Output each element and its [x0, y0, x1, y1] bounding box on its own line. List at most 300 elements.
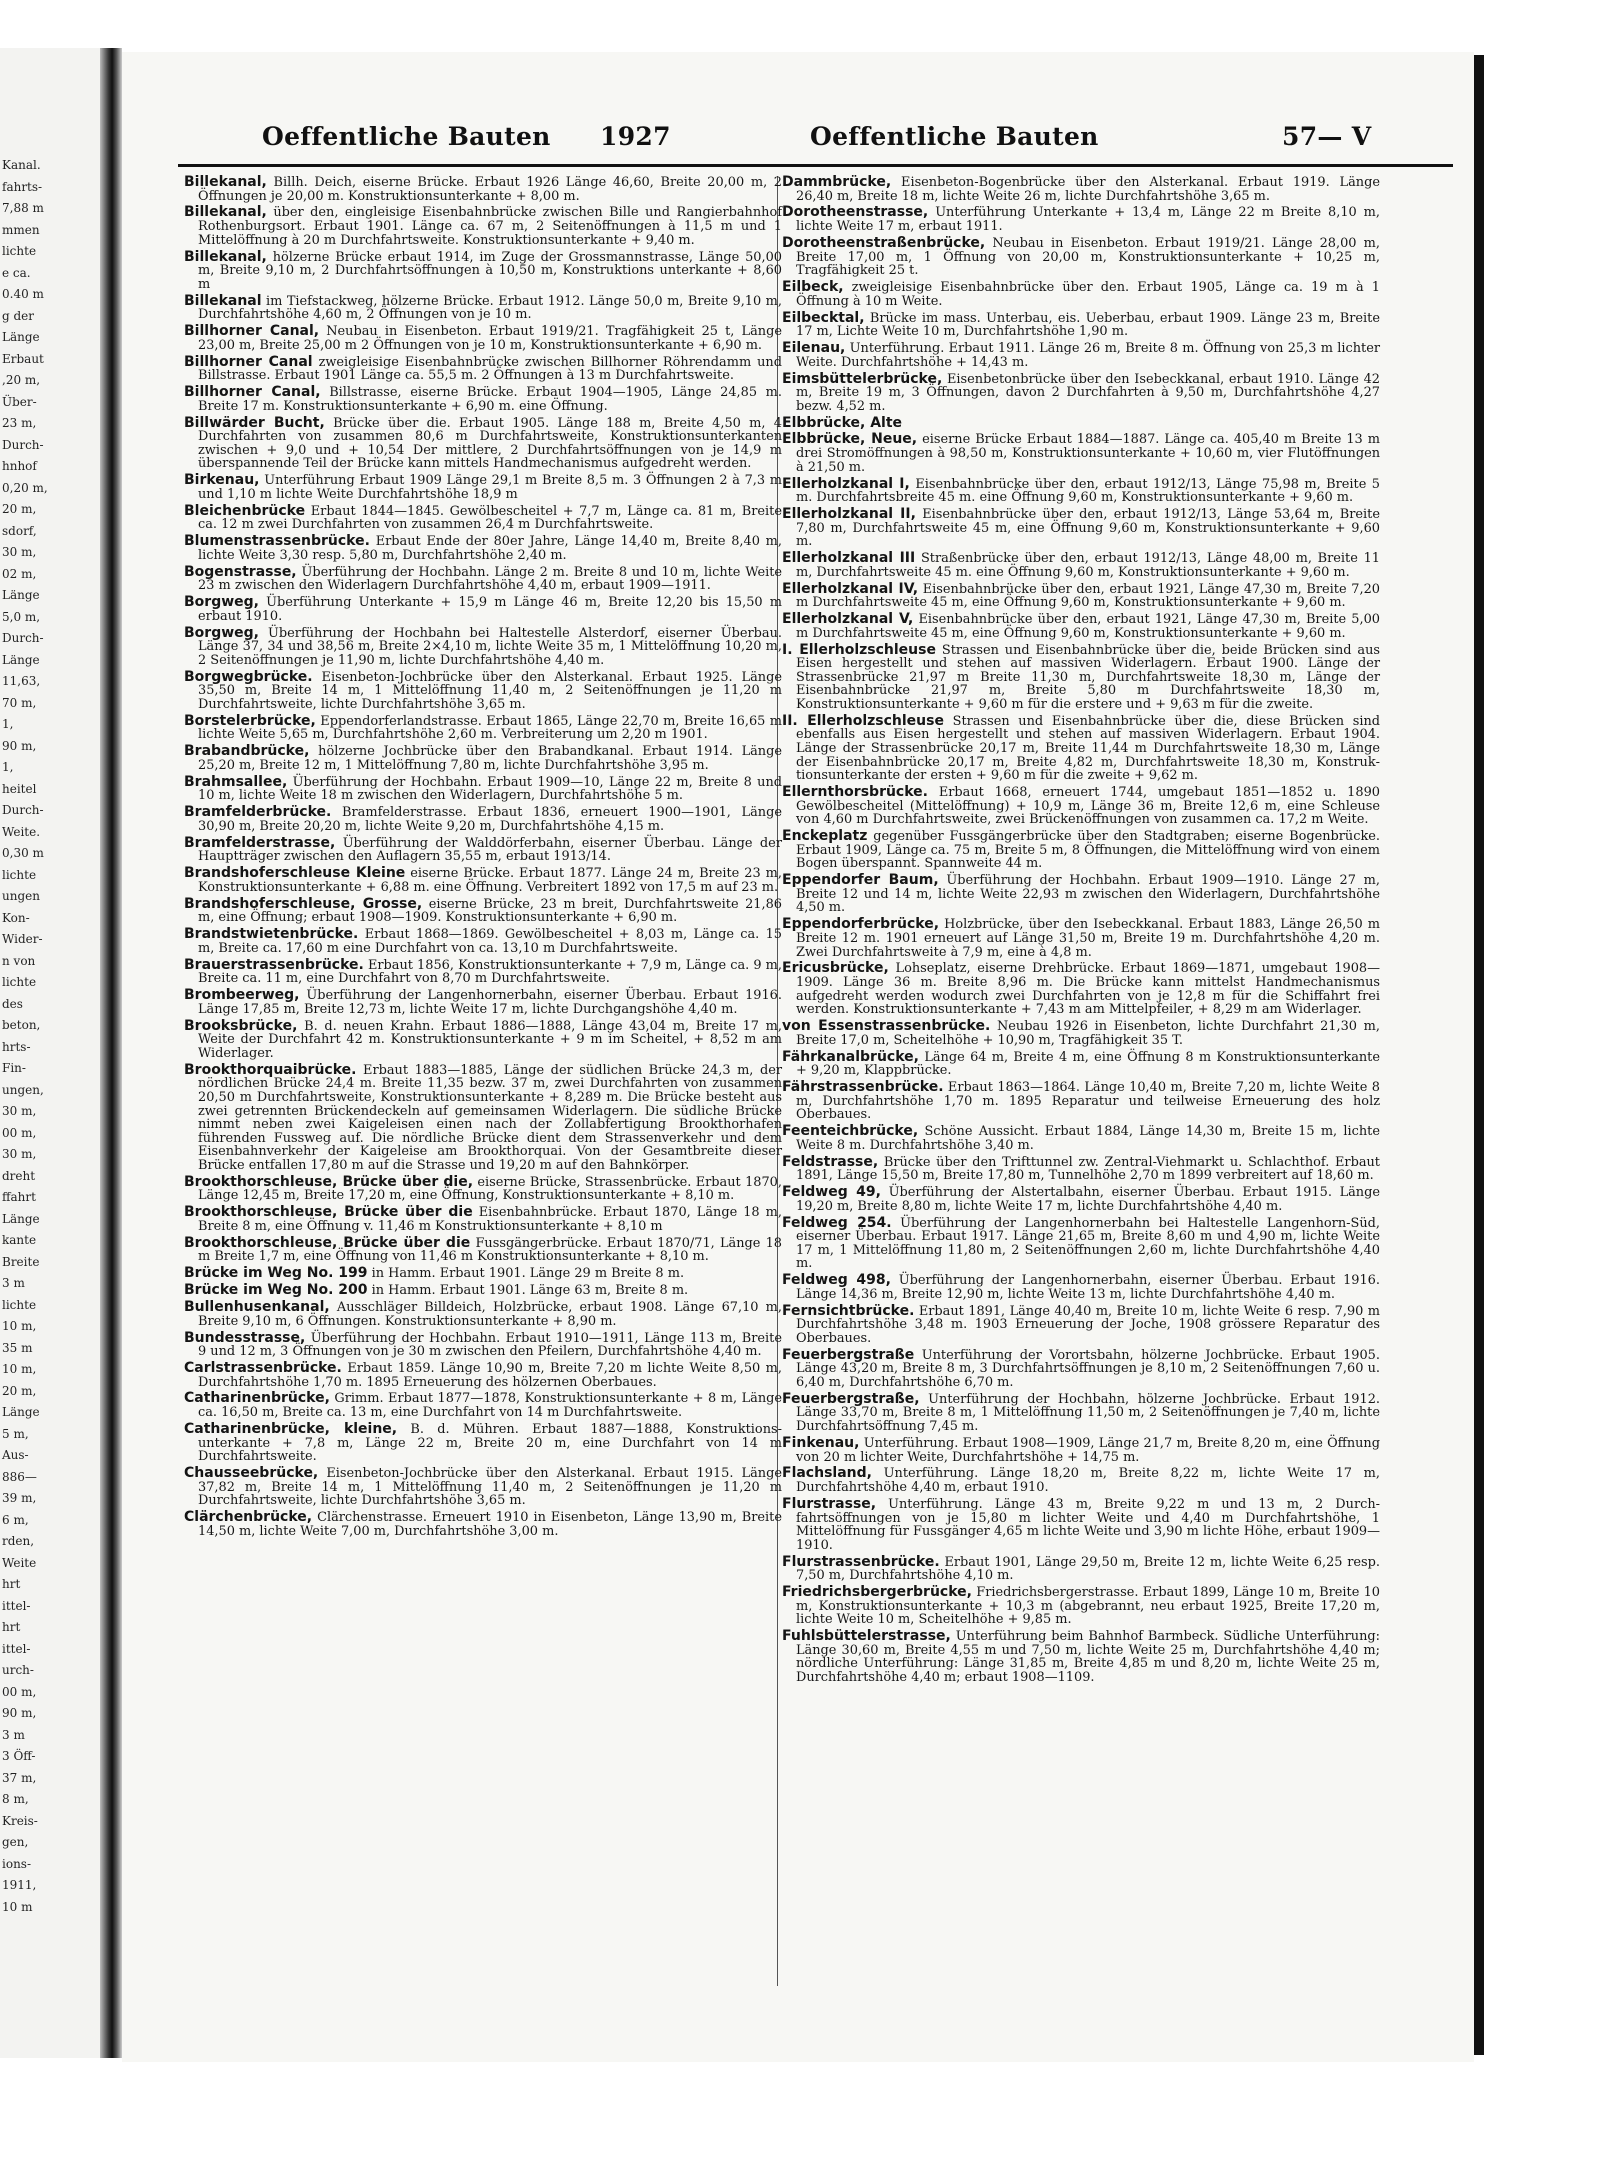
fragment-text: hrt — [2, 1620, 21, 1634]
fragment-text: 1, — [2, 760, 14, 774]
document-page — [122, 52, 1474, 2062]
entry-keyword: Billekanal — [184, 292, 262, 309]
entry-keyword: Brauerstrassenbrücke. — [184, 956, 364, 973]
entry-keyword: Birkenau, — [184, 472, 260, 489]
bridge-entry — [184, 325, 782, 352]
entry-keyword: Brooksbrücke, — [184, 1017, 298, 1034]
entry-keyword: Brookthorschleuse, Brücke über die — [184, 1234, 471, 1251]
entry-text: Billstrasse, eiserne Brücke. Erbaut 1904—1905, Länge 24,85 m. Breite 17 m. Konstruktionsunterkante + 6,90 m. eine Öffnung. — [198, 385, 782, 414]
entry-text: Erbaut 1901, Länge 29,50 m, Breite 12 m, lichte Weite 6,25 resp. 7,50 m, Durchfahrtshöhe 4,10 m. — [796, 1554, 1380, 1584]
entry-keyword: Carlstrassenbrücke. — [184, 1360, 342, 1376]
bridge-entry — [782, 1586, 1380, 1627]
entry-text: Eisenbahnbrücke. Erbaut 1870, Länge 18 m, Breite 8 m, eine Öffnung v. 11,46 m Konstruktionsunterkante + 8,10 m — [198, 1205, 782, 1234]
bridge-entry — [184, 624, 782, 668]
entry-keyword: Fährkanalbrücke, — [782, 1048, 919, 1065]
right-column — [782, 176, 1380, 1688]
fragment-text: 30 m, — [2, 545, 37, 559]
entry-keyword: Elbbrücke, Neue, — [782, 431, 918, 448]
entry-text: Überführung der Langenhornerbahn, eiserner Überbau. Erbaut 1916. Länge 14,36 m, Breite 12,90 m, lichte Weite 13 m, lichte Durchfahrtshöhe 4,40 m. — [796, 1273, 1380, 1302]
entry-text: Erbaut 1859. Länge 10,90 m, Breite 7,20 m lichte Weite 8,50 m, Durchfahrtshöhe 1,70 m. 1895 Erneuerung des hölzernen Oberbaues. — [198, 1361, 782, 1390]
scan-bottom-margin — [0, 2062, 1600, 2177]
fragment-text: 39 m, — [2, 1491, 37, 1505]
entry-keyword: Feenteichbrücke, — [782, 1123, 919, 1140]
bridge-entry — [782, 234, 1380, 279]
bridge-entry — [782, 830, 1380, 871]
entry-keyword: Eppendorfer Baum, — [782, 872, 939, 889]
fragment-text: Durch- — [2, 803, 44, 817]
bridge-entry — [782, 1153, 1380, 1184]
entry-keyword: Finkenau, — [782, 1434, 860, 1451]
entry-text: Billh. Deich, eiserne Brücke. Erbaut 1926 Länge 46,60, Breite 20,00 m, 2 Öffnungen je 20,00 m. Konstruktionsunterkante + 8,00 m. — [198, 175, 782, 204]
adjacent-page-fragment — [0, 48, 112, 2058]
entry-text: Überführung der Hochbahn. Erbaut 1909—1910. Länge 27 m, Breite 12 und 14 m, lichte Weite 22,93 m zwischen den Widerlagern, Durchfahrtshöhe 4,50 m. — [796, 873, 1380, 916]
entry-text: Erbaut 1844—1845. Gewölbescheitel + 7,7 m, Länge ca. 81 m, Breite ca. 12 m zwei Durchfahrten von zusammen 26,4 m Durchfahrtsweite. — [198, 503, 782, 533]
fragment-text: Kanal. — [2, 158, 41, 172]
fragment-text: 35 m — [2, 1340, 33, 1355]
entry-text: Holzbrücke, über den Isebeckkanal. Erbaut 1883, Länge 26,50 m Breite 12 m. 1901 erneuert auf Länge 31,50 m, Breite 19 m. Durchfahrtshöhe 4,20 m. Zwei Durchfahrtsweite à 7,9 m, eine à 4,8 m. — [796, 917, 1380, 960]
bridge-entry — [782, 613, 1380, 640]
entry-text: Brücke über die. Erbaut 1905. Länge 188 m, Breite 4,50 m, 4 Durchfahrten von zusammen 80,6 m Durchfahrtsweite, Konstruktionsunterkanten zwischen + 9,0 und + 10,54 Der mittlere, 2 Durchfahrtsöffnungen von je 14,9 m überspannende Teil der Brücke kann mittels Handmechanismus aufgedreht werden. — [198, 415, 782, 472]
fragment-text: 11,63, — [2, 674, 41, 688]
entry-keyword: Feldstrasse, — [782, 1153, 879, 1170]
entry-text: Strassen und Eisenbahnbrücke über die, beide Brücken sind aus Eisen hergestellt und stehen auf massiven Widerlagern. Erbaut 1900. Länge der Strassenbrücke 21,97 m Breite 11,30 m, Durchfahrtsweite 18,30 m, Länge der Eisenbahnbrücke 21,97 m, Breite 5,80 m Durchfahrtsweite 18,30 m, Konstruktionsunterkante + 9,60 m für die erstere und + 9,63 m für die zweite. — [796, 642, 1380, 712]
entry-keyword: Brombeerweg, — [184, 987, 300, 1004]
fragment-text: lichte — [2, 244, 37, 258]
bridge-entry — [782, 1214, 1380, 1272]
entry-keyword: von Essenstrassenbrücke. — [782, 1018, 991, 1035]
entry-text: eiserne Brücke, 23 m breit, Durchfahrtsweite 21,86 m, eine Öffnung; erbaut 1908—1909. Konstruktionsunterkante + 6,90 m. — [198, 896, 782, 926]
fragment-text: Kon- — [2, 910, 30, 925]
bridge-entry — [782, 1346, 1380, 1390]
fragment-text: Länge — [2, 1405, 40, 1419]
entry-text: Eisenbahnbrücke über den, erbaut 1921, Länge 47,30 m, Breite 7,20 m Durchfahrtsweite 45 m, eine Öffnung 9,60 m, Konstruktionsunterkante + 9,60 m. — [796, 581, 1380, 611]
bridge-entry — [782, 962, 1380, 1016]
fragment-text: 7,88 m — [2, 201, 44, 215]
entry-keyword: Brookthorquaibrücke. — [184, 1061, 357, 1078]
bridge-entry — [782, 414, 1380, 431]
fragment-text: Aus- — [2, 1448, 29, 1462]
fragment-text: 30 m, — [2, 1147, 37, 1161]
entry-keyword: Enckeplatz — [782, 828, 868, 845]
bridge-entry — [184, 668, 782, 712]
bridge-entry — [184, 928, 782, 955]
fragment-text: ungen — [2, 889, 40, 903]
fragment-text: 5,0 m, — [2, 609, 41, 624]
fragment-text: 00 m, — [2, 1684, 37, 1699]
entry-text: Unterführung. Erbaut 1908—1909, Länge 21,7 m, Breite 8,20 m, eine Öffnung von 20 m lichter Weite, Durchfahrtshöhe + 14,75 m. — [796, 1435, 1380, 1465]
header-right-title: Oeffentliche Bauten — [810, 122, 1099, 151]
bridge-entry — [184, 989, 782, 1016]
fragment-text: 10 m, — [2, 1362, 37, 1376]
entry-keyword: Bramfelderbrücke. — [184, 804, 332, 821]
entry-text: Erbaut 1891, Länge 40,40 m, Breite 10 m, lichte Weite 6 resp. 7,90 m Durchfahrtshöhe 3,48 m. 1903 Erneuerung der Joche, 1908 grössere Reparatur des Oberbaues. — [796, 1303, 1380, 1346]
entry-keyword: Billekanal, — [184, 248, 267, 265]
entry-text: Überführung der Walddörferbahn, eiserner Überbau. Länge der Hauptträger zwischen den Auflagern 35,55 m, erbaut 1913/14. — [198, 835, 782, 865]
fragment-text: 5 m, — [2, 1426, 29, 1441]
entry-text: gegenüber Fussgängerbrücke über den Stadtgraben; eiserne Bogenbrücke. Erbaut 1909, Länge ca. 75 m, Breite 5 m, 8 Öffnungen, die Mittelöffnung wird von einem Bogen überspannt. Spannweite 44 m. — [796, 829, 1380, 872]
bridge-entry — [782, 309, 1380, 340]
entry-keyword: Feldweg 498, — [782, 1272, 891, 1289]
entry-keyword: Brookthorschleuse, Brücke über die — [184, 1204, 473, 1221]
fragment-text: 3 m — [2, 1727, 25, 1742]
fragment-text: Über- — [2, 394, 37, 409]
fragment-text: hrt — [2, 1577, 21, 1591]
header-rule — [178, 164, 1453, 167]
fragment-text: 0,30 m — [2, 846, 44, 860]
entry-text: Eisenbahnbrücke über den, erbaut 1912/13, Länge 75,98 m, Breite 5 m. Durchfahrtsbreite 45 m. eine Öffnung 9,60 m, Konstruktionsunterkante + 9,60 m. — [796, 476, 1381, 506]
entry-text: zweigleisige Eisenbahnbrücke über den. Erbaut 1905, Länge ca. 19 m à 1 Öffnung à 10 m Weite. — [796, 280, 1380, 309]
entry-keyword: Ellerholzkanal IV, — [782, 580, 919, 597]
fragment-text: Durch- — [2, 437, 44, 452]
entry-text: Friedrichsbergerstrasse. Erbaut 1899, Länge 10 m, Breite 10 m, Konstruktionsunterkante + 10,3 m (abgebrannt, neu erbaut 1925, Breite 17,20 m, lichte Weite 10 m, Scheitelhöhe + 9,85 m. — [796, 1585, 1380, 1628]
entry-text: Überführung der Hochbahn bei Haltestelle Alsterdorf, eiserner Überbau. Länge 37, 34 und 38,56 m, Breite 2×4,10 m, lichte Weite 35 m, 1 Mittelöffnung 10,20 m, 2 Seitenöffnungen je 11,90 m, lichte Durchfahrtshöhe 4,40 m. — [198, 625, 782, 668]
bridge-entry — [782, 1125, 1380, 1152]
bridge-entry — [184, 745, 782, 772]
header-page-number: 57— V — [1282, 122, 1372, 151]
entry-keyword: Flurstrasse, — [782, 1495, 877, 1512]
entry-keyword: Borstelerbrücke, — [184, 712, 316, 729]
bridge-entry — [184, 1511, 782, 1538]
bridge-entry — [184, 1017, 782, 1061]
entry-keyword: Brandstwietenbrücke. — [184, 926, 359, 943]
fragment-text: Weite — [2, 1555, 37, 1570]
bridge-entry — [184, 806, 782, 833]
bridge-entry — [782, 206, 1380, 233]
bridge-entry — [782, 552, 1380, 579]
entry-keyword: Brahmsallee, — [184, 773, 288, 790]
bridge-entry — [184, 1284, 782, 1298]
entry-text: in Hamm. Erbaut 1901. Länge 63 m, Breite 8 m. — [371, 1283, 689, 1299]
entry-keyword: Bundesstrasse, — [184, 1329, 306, 1346]
fragment-text: 90 m, — [2, 738, 37, 753]
fragment-text: 20 m, — [2, 502, 37, 516]
entry-keyword: Chausseebrücke, — [184, 1465, 319, 1482]
bridge-entry — [184, 834, 782, 865]
bridge-entry — [782, 712, 1380, 784]
entry-text: eiserne Brücke. Erbaut 1877. Länge 24 m, Breite 23 m, Konstruktionsunterkante + 6,88 m. eine Öffnung. Verbreitert 1892 von 17,5 m auf 23 m. — [198, 866, 782, 895]
fragment-text: 70 m, — [2, 695, 37, 710]
fragment-text: des — [2, 996, 23, 1011]
entry-keyword: Billhorner Canal — [184, 353, 313, 370]
entry-keyword: Dorotheenstrasse, — [782, 204, 929, 221]
entry-text: Überführung der Hochbahn. Erbaut 1910—1911, Länge 113 m, Breite 9 und 12 m, 3 Öffnungen von je 30 m zwischen den Pfeilern, Durchfahrtshöhe 4,40 m. — [198, 1330, 782, 1360]
fragment-text: rden, — [2, 1534, 35, 1548]
entry-keyword: Borgwegbrücke. — [184, 668, 313, 685]
bridge-entry — [782, 786, 1380, 827]
entry-keyword: Brabandbrücke, — [184, 743, 310, 760]
bridge-entry — [782, 176, 1380, 203]
fragment-text: lichte — [2, 975, 37, 989]
fragment-text: fahrts- — [2, 179, 43, 194]
entry-text: Schöne Aussicht. Erbaut 1884, Länge 14,30 m, Breite 15 m, lichte Weite 8 m. Durchfahrtshöhe 3,40 m. — [796, 1124, 1380, 1153]
entry-text: Überführung der Hochbahn. Erbaut 1909—10, Länge 22 m, Breite 8 und 10 m, lichte Weite 18 m zwischen den Widerlagern, Durchfahrtshöhe 5 m. — [198, 774, 782, 804]
fragment-text: Breite — [2, 1254, 40, 1269]
entry-keyword: Feldweg 254. — [782, 1214, 892, 1231]
entry-keyword: Ellerholzkanal V, — [782, 611, 914, 628]
entry-keyword: I. Ellerholzschleuse — [782, 641, 936, 658]
entry-text: Unterführung. Länge 43 m, Breite 9,22 m und 13 m, 2 Durchfahrtsöffnungen von je 15,80 m lichter Weite und 4,40 m Durchfahrtshöhe, 1 Mittelöffnung für Fussgänger 4,65 m lichte Weite und 3,90 m lichte Höhe, erbaut 1909—1910. — [796, 1496, 1380, 1553]
bridge-entry — [782, 370, 1380, 414]
fragment-text: 0.40 m — [2, 287, 44, 301]
entry-keyword: Feldweg 49, — [782, 1184, 881, 1201]
bridge-entry — [782, 1081, 1380, 1122]
bridge-entry — [782, 1495, 1380, 1553]
fragment-text: 30 m, — [2, 1104, 37, 1118]
fragment-text: 1911, — [2, 1878, 37, 1892]
fragment-text: Länge — [2, 652, 40, 667]
bridge-entry — [184, 176, 782, 203]
entry-keyword: Ellerholzkanal III — [782, 550, 916, 567]
entry-keyword: Billekanal, — [184, 204, 267, 221]
fragment-text: Länge — [2, 330, 40, 344]
fragment-text: n von — [2, 953, 36, 968]
bridge-entry — [782, 342, 1380, 369]
entry-text: Bramfelderstrasse. Erbaut 1836, erneuert 1900—1901, Länge 30,90 m, Breite 20,20 m, lichte Weite 9,20 m, Durchfahrtshöhe 4,15 m. — [198, 805, 782, 834]
bridge-entry — [184, 773, 782, 804]
entry-keyword: Feuerbergstraße, — [782, 1390, 920, 1407]
fragment-text: Länge — [2, 588, 40, 602]
entry-text: Länge 64 m, Breite 4 m, eine Öffnung 8 m Konstruktionsunterkante + 9,20 m, Klappbrücke. — [796, 1049, 1380, 1079]
entry-text: Unterführung. Länge 18,20 m, Breite 8,22 m, lichte Weite 17 m, Durchfahrtshöhe 4,40 m, erbaut 1910. — [796, 1466, 1380, 1496]
bridge-entry — [782, 1434, 1380, 1465]
entry-text: Neubau in Eisenbeton. Erbaut 1919/21. Tragfähigkeit 25 t, Länge 23,00 m, Breite 25,00 m 2 Öffnungen von je 10 m, Konstruktionsunterkante + 6,90 m. — [198, 324, 782, 353]
entry-text: Eppendorferlandstrasse. Erbaut 1865, Länge 22,70 m, Breite 16,65 m lichte Weite 5,65 m, Durchfahrtshöhe 2,60 m. Verbreiterung um 2,20 m 1901. — [198, 713, 782, 743]
bridge-entry — [782, 1274, 1380, 1301]
entry-keyword: Ericusbrücke, — [782, 960, 889, 977]
fragment-text: 6 m, — [2, 1512, 29, 1527]
entry-keyword: Catharinenbrücke, kleine, — [184, 1420, 398, 1437]
entry-text: Brücke im mass. Unterbau, eis. Ueberbau, erbaut 1909. Länge 23 m, Breite 17 m, Lichte Weite 10 m, Durchfahrtshöhe 1,90 m. — [796, 310, 1380, 340]
header-year: 1927 — [600, 122, 671, 151]
bridge-entry — [782, 1020, 1380, 1047]
bridge-entry — [782, 281, 1380, 308]
fragment-text: 10 m — [2, 1899, 33, 1914]
fragment-text: ittel- — [2, 1598, 31, 1613]
entry-text: Fussgängerbrücke. Erbaut 1870/71, Länge 18 m Breite 1,7 m, eine Öffnung von 11,46 m Konstruktionsunterkante + 8,10 m. — [198, 1235, 783, 1265]
fragment-text: Kreis- — [2, 1813, 38, 1828]
entry-keyword: Ellerholzkanal I, — [782, 475, 910, 492]
entry-text: Ausschläger Billdeich, Holzbrücke, erbaut 1908. Länge 67,10 m, Breite 9,10 m, 6 Öffnungen. Konstruktionsunterkante + 8,90 m. — [198, 1300, 782, 1329]
bridge-entry — [782, 580, 1380, 611]
entry-keyword: Clärchenbrücke, — [184, 1509, 313, 1526]
bridge-entry — [782, 1302, 1380, 1346]
bridge-entry — [782, 1467, 1380, 1494]
entry-keyword: Billhorner Canal, — [184, 384, 321, 401]
scan-top-margin — [0, 0, 1600, 48]
bridge-entry — [184, 206, 782, 247]
entry-keyword: Brücke im Weg No. 199 — [184, 1265, 368, 1282]
bridge-entry — [184, 712, 782, 743]
bridge-entry — [782, 475, 1381, 506]
fragment-text: gen, — [2, 1835, 29, 1849]
fragment-text: heitel — [2, 781, 37, 796]
entry-text: Erbaut Ende der 80er Jahre, Länge 14,40 m, Breite 8,40 m, lichte Weite 3,30 resp. 5,80 m, Durchfahrtshöhe 2,40 m. — [198, 534, 782, 563]
bridge-entry — [184, 535, 782, 562]
entry-text: Überführung der Langenhornerbahn bei Haltestelle Langenhorn-Süd, eiserner Überbau. Erbaut 1917. Länge 21,65 m, Breite 8,60 m und 4,90 m, lichte Weite 17 m, 1 Mittelöffnung 11,80 m, 2 Seitenöffnungen 2,60 m, lichte Durchfahrtshöhe 4,40 m. — [796, 1215, 1380, 1272]
entry-keyword: Brandshoferschleuse, Grosse, — [184, 895, 423, 912]
bridge-entry — [184, 1061, 782, 1173]
entry-text: Unterführung beim Bahnhof Barmbeck. Südliche Unterführung: Länge 30,60 m, Breite 4,55 m und 7,50 m, lichte Weite 25 m, Durchfahrtshöhe 4,40 m; nördliche Unterführung: Länge 31,85 m, Breite 4,85 m und 8,20 m, lichte Weite 25 m, Durchfahrtshöhe 4,40 m; erbaut 1908—1109. — [796, 1629, 1380, 1685]
entry-keyword: Ellerholzkanal II, — [782, 506, 916, 523]
bridge-entry — [184, 1329, 782, 1360]
entry-keyword: Blumenstrassenbrücke. — [184, 533, 370, 550]
fragment-text: Weite. — [2, 824, 41, 839]
entry-keyword: Eilbecktal, — [782, 309, 865, 326]
bridge-entry — [184, 1301, 782, 1328]
fragment-text: 37 m, — [2, 1770, 37, 1785]
entry-text: Neubau 1926 in Eisenbeton, lichte Durchfahrt 21,30 m, Breite 17,0 m, Scheitelhöhe + 10,90 m, Tragfähigkeit 35 T. — [796, 1019, 1380, 1048]
entry-keyword: Fernsichtbrücke. — [782, 1302, 915, 1319]
bridge-entry — [184, 895, 782, 926]
entry-keyword: Billhorner Canal, — [184, 323, 320, 340]
entry-text: eiserne Brücke Erbaut 1884—1887. Länge ca. 405,40 m Breite 13 m drei Stromöffnungen à 98,50 m, Konstruktionsunterkante + 10,60 m, vier Flutöffnungen à 21,50 m. — [796, 432, 1380, 475]
entry-text: Neubau in Eisenbeton. Erbaut 1919/21. Länge 28,00 m, Breite 17,00 m, 1 Öffnung von 20,00 m, Konstruktionsunterkante + 10,25 m, Tragfähigkeit 25 t. — [796, 235, 1380, 279]
fragment-text: 20 m, — [2, 1383, 37, 1398]
bridge-entry — [782, 641, 1380, 712]
entry-text: Überführung der Langenhornerbahn, eiserner Überbau. Erbaut 1916. Länge 17,85 m, Breite 12,73 m, lichte Weite 17 m, lichte Durchgangshöhe 4,40 m. — [198, 988, 782, 1017]
fragment-text: Durch- — [2, 631, 44, 645]
bridge-entry — [782, 508, 1380, 549]
bridge-entry — [782, 874, 1380, 915]
fragment-text: 10 m, — [2, 1319, 37, 1333]
entry-keyword: Brücke im Weg No. 200 — [184, 1282, 368, 1299]
entry-keyword: Borgweg, — [184, 624, 259, 641]
entry-text: Überführung der Alstertalbahn, eiserner Überbau. Erbaut 1915. Länge 19,20 m, Breite 8,80 m, lichte Weite 17 m, lichte Durchfahrtshöhe 4,40 m. — [796, 1185, 1380, 1214]
fragment-text: ittel- — [2, 1641, 31, 1656]
entry-keyword: Bleichenbrücke — [184, 502, 306, 519]
bridge-entry — [782, 1186, 1380, 1213]
entry-text: Eisenbeton-Jochbrücke über den Alsterkanal. Erbaut 1915. Länge 37,82 m, Breite 14 m, 1 Mittelöffnung 11,40 m, 2 Seitenöffnungen je 11,20 m Durchfahrtsweite, lichte Durchfahrtshöhe 3,65 m. — [198, 1466, 782, 1509]
entry-keyword: Eilbeck, — [782, 279, 844, 296]
fragment-text: lichte — [2, 867, 37, 882]
fragment-text: sdorf, — [2, 523, 37, 538]
bridge-entry — [184, 414, 782, 472]
entry-keyword: Dorotheenstraßenbrücke, — [782, 234, 986, 251]
entry-keyword: Bramfelderstrasse, — [184, 834, 336, 851]
entry-text: Eisenbahnbrücke über den, erbaut 1921, Länge 47,30 m, Breite 5,00 m Durchfahrtsweite 45 m, eine Öffnung 9,60 m, Konstruktionsunterkante + 9,60 m. — [796, 612, 1380, 641]
entry-keyword: Friedrichsbergerbrücke, — [782, 1584, 972, 1601]
entry-text: zweigleisige Eisenbahnbrücke zwischen Billhorner Röhrendamm und Billstrasse. Erbaut 1901 Länge ca. 55,5 m. 2 Öffnungen à 13 m Durchfahrtsweite. — [198, 354, 782, 384]
fragment-text: 90 m, — [2, 1706, 37, 1720]
entry-text: Erbaut 1863—1864. Länge 10,40 m, Breite 7,20 m, lichte Weite 8 m, Durchfahrtshöhe 1,70 m. 1895 Reparatur und teilweise Erneuerung des holz Oberbaues. — [796, 1080, 1380, 1123]
fragment-text: Fin- — [2, 1061, 26, 1075]
fragment-text: 00 m, — [2, 1125, 37, 1140]
entry-text: Erbaut 1668, erneuert 1744, umgebaut 1851—1852 u. 1890 Gewölbescheitel (Mittelöffnung) + 10,9 m, Länge 36 m, Breite 12,6 m, eine Schleuse von 4,60 m Durchfahrtsweite, zwei Brückenöffnungen von zusammen ca. 17,2 m Weite. — [796, 785, 1380, 828]
entry-text: Unterführung. Erbaut 1911. Länge 26 m, Breite 8 m. Öffnung von 25,3 m lichter Weite. Durchfahrtshöhe + 14,43 m. — [796, 341, 1380, 370]
entry-keyword: Ellernthorsbrücke. — [782, 784, 928, 801]
entry-text: Eisenbeton-Bogenbrücke über den Alsterkanal. Erbaut 1919. Länge 26,40 m, Breite 18 m, lichte Weite 26 m, lichte Durchfahrtshöhe 3,65 m. — [796, 175, 1380, 204]
entry-keyword: Billekanal, — [184, 174, 267, 190]
entry-text: Erbaut 1883—1885, Länge der südlichen Brücke 24,3 m, der nördlichen Brücke 24,4 m. Breite 11,35 bezw. 37 m, zwei Durchfahrten von zusammen 20,50 m Durchfahrtsweite, Konstruktionsunterkante + 8,289 m. Die Brücke besteht aus zwei getrennten Brückendeckeln auf gemeinsamen Widerlagern. Die südliche Brücke nimmt neben zwei Kaigeleisen einen nach der Zollabfertigung Brookthorhafen führenden Fussweg auf. Die nördliche Brücke dient dem Strassenverkehr und dem Eisenbahnverkehr der Kaigeleise am Brookthorquai. Von der Gesamtbreite dieser Brücke entfallen 17,80 m auf die Strasse und 19,20 m auf den Bahnkörper. — [198, 1062, 782, 1173]
bridge-entry — [184, 1392, 782, 1419]
entry-text: Unterführung der Hochbahn, hölzerne Jochbrücke. Erbaut 1912. Länge 33,70 m, Breite 8 m, 1 Mittelöffnung 11,50 m, 2 Seitenöffnungen je 7,40 m, lichte Durchfahrtsöffnung 7,45 m. — [796, 1391, 1380, 1435]
entry-text: Unterführung der Vorortsbahn, hölzerne Jochbrücke. Erbaut 1905. Länge 43,20 m, Breite 8 m, 3 Durchfahrtsöffnungen je 8,10 m, 2 Seitenöffnungen 7,60 u. 6,40 m, Durchfahrtshöhe 6,70 m. — [796, 1347, 1380, 1390]
entry-text: Unterführung Unterkante + 13,4 m, Länge 22 m Breite 8,10 m, lichte Weite 17 m, erbaut 1911. — [796, 205, 1380, 235]
entry-text: Strassen und Eisenbahnbrücke über die, diese Brücken sind ebenfalls aus Eisen hergestellt und stehen auf massiven Widerlagern. Erbaut 1904. Länge der Strassenbrücke 20,17 m, Breite 11,44 m Durchfahrtsweite 18,30 m, Länge der Eisenbahnbrücke 20,17 m, Breite 4,82 m, Durchfahrtsweite 18,30 m, Konstruktionsunterkante der ersten + 9,60 m für die zweite + 9,62 m. — [796, 713, 1380, 784]
entry-text: B. d. Mühren. Erbaut 1887—1888, Konstruktionsunterkante + 7,8 m, Länge 22 m, Breite 20 m, eine Durchfahrt von 14 m Durchfahrtsweite. — [198, 1421, 782, 1465]
bridge-entry — [184, 386, 782, 413]
entry-keyword: Catharinenbrücke, — [184, 1390, 330, 1407]
entry-text: Lohseplatz, eiserne Drehbrücke. Erbaut 1869—1871, umgebaut 1908—1909. Länge 36 m. Breite 8,96 m. Die Brücke kann mittelst Handmechanismus aufgedreht werden wodurch zwei Durchfahrten von je 12,8 m für die Schiffahrt frei werden. Konstruktionsunterkante + 7,43 m am Mittelpfeiler, + 8,29 m am Widerlager. — [796, 961, 1380, 1018]
entry-keyword: II. Ellerholzschleuse — [782, 712, 944, 729]
fragment-text: g der — [2, 308, 35, 323]
entry-keyword: Flurstrassenbrücke. — [782, 1553, 940, 1570]
entry-keyword: Brandshoferschleuse Kleine — [184, 865, 406, 882]
entry-text: Überführung Unterkante + 15,9 m Länge 46 m, Breite 12,20 bis 15,50 m erbaut 1910. — [198, 595, 782, 624]
bridge-entry — [782, 918, 1380, 959]
entry-text: Brücke über den Trifttunnel zw. Zentral-Viehmarkt u. Schlachthof. Erbaut 1891, Länge 15,50 m, Breite 17,80 m, Tunnelhöhe 2,70 m 1899 verbreitert auf 18,60 m. — [796, 1154, 1380, 1184]
fragment-text: hnhof — [2, 459, 37, 473]
bridge-entry — [184, 1173, 782, 1204]
fragment-text: mmen — [2, 222, 40, 237]
fragment-text: 23 m, — [2, 416, 37, 430]
entry-text: Überführung der Hochbahn. Länge 2 m. Breite 8 und 10 m, lichte Weite 23 m zwischen den Widerlagern Durchfahrtshöhe 4,40 m, erbaut 1909—1911. — [198, 564, 783, 594]
bridge-entry — [184, 1467, 782, 1508]
entry-keyword: Billwärder Bucht, — [184, 414, 325, 431]
bridge-entry — [782, 1390, 1380, 1435]
bridge-entry — [184, 563, 783, 594]
fragment-text: beton, — [2, 1018, 41, 1032]
entry-keyword: Eimsbüttelerbrücke, — [782, 370, 943, 387]
fragment-text: ions- — [2, 1856, 32, 1871]
bridge-entry — [782, 1048, 1380, 1079]
page-edge-shadow — [1474, 55, 1484, 2055]
bridge-entry — [184, 248, 782, 292]
bridge-entry — [184, 867, 782, 894]
entry-keyword: Feuerbergstraße — [782, 1346, 915, 1363]
entry-keyword: Eilenau, — [782, 340, 846, 357]
entry-keyword: Borgweg, — [184, 594, 259, 611]
entry-keyword: Fährstrassenbrücke. — [782, 1079, 944, 1096]
fragment-text: ungen, — [2, 1082, 44, 1097]
bridge-entry — [184, 1206, 782, 1233]
left-column — [184, 176, 782, 1542]
entry-text: Clärchenstrasse. Erneuert 1910 in Eisenbeton, Länge 13,90 m, Breite 14,50 m, lichte Weite 7,00 m, Durchfahrtshöhe 3,00 m. — [198, 1510, 782, 1539]
entry-text: eiserne Brücke, Strassenbrücke. Erbaut 1870, Länge 12,45 m, Breite 17,20 m, eine Öffnung, Konstruktionsunterkante + 8,10 m. — [198, 1174, 782, 1204]
entry-keyword: Brookthorschleuse, Brücke über die, — [184, 1173, 474, 1190]
entry-text: Straßenbrücke über den, erbaut 1912/13, Länge 48,00 m, Breite 11 m, Durchfahrtsweite 45 m. eine Öffnung 9,60 m, Konstruktionsunterkante + 9,60 m. — [796, 551, 1380, 580]
fragment-text: ,20 m, — [2, 373, 41, 387]
fragment-text: lichte — [2, 1297, 37, 1312]
bridge-entry — [184, 1362, 782, 1389]
fragment-text: 1, — [2, 717, 14, 731]
entry-text: im Tiefstackweg, hölzerne Brücke. Erbaut 1912. Länge 50,0 m, Breite 9,10 m, Durchfahrtshöhe 4,60 m, 2 Öffnungen von je 10 m. — [198, 293, 782, 323]
header-left-title: Oeffentliche Bauten — [262, 122, 551, 151]
fragment-text: 0,20 m, — [2, 480, 48, 495]
bridge-entry — [782, 1630, 1380, 1684]
fragment-text: ffahrt — [2, 1190, 36, 1204]
bridge-entry — [184, 956, 782, 987]
entry-text: Eisenbahnbrücke über den, erbaut 1912/13, Länge 53,64 m, Breite 7,80 m, Durchfahrtsweite 45 m, eine Öffnung 9,60 m, Konstruktionsunterkante + 9,60 m. — [796, 507, 1380, 550]
entry-keyword: Bullenhusenkanal, — [184, 1299, 330, 1316]
bridge-entry — [184, 474, 782, 501]
bridge-entry — [184, 1420, 782, 1465]
entry-text: hölzerne Jochbrücke über den Brabandkanal. Erbaut 1914. Länge 25,20 m, Breite 12 m, 1 Mittelöffnung 7,80 m, lichte Durchfahrtshöhe 3,95 m. — [198, 744, 782, 773]
fragment-text: urch- — [2, 1663, 34, 1677]
fragment-text: hrts- — [2, 1039, 31, 1054]
fragment-text: 3 Öff- — [2, 1749, 36, 1763]
entry-text: Unterführung Erbaut 1909 Länge 29,1 m Breite 8,5 m. 3 Öffnungen 2 à 7,3 m und 1,10 m lichte Weite Durchfahrtshöhe 18,9 m — [198, 473, 782, 502]
entry-text: Eisenbetonbrücke über den Isebeckkanal, erbaut 1910. Länge 42 m, Breite 19 m, 3 Öffnungen, davon 2 Durchfahrten à 9,50 m, Durchfahrtshöhe 4,27 bezw. 4,52 m. — [796, 371, 1380, 414]
fragment-text: Erbaut — [2, 351, 44, 366]
entry-text: Eisenbeton-Jochbrücke über den Alsterkanal. Erbaut 1925. Länge 35,50 m, Breite 14 m, 1 Mittelöffnung 11,40 m, 2 Seitenöffnungen je 11,20 m Durchfahrtsweite, lichte Durchfahrtshöhe 3,65 m. — [198, 669, 782, 712]
entry-keyword: Bogenstrasse, — [184, 563, 297, 580]
fragment-text: e ca. — [2, 265, 31, 280]
entry-text: in Hamm. Erbaut 1901. Länge 29 m Breite 8 m. — [371, 1266, 685, 1282]
page-header — [122, 122, 1474, 166]
entry-keyword: Eppendorferbrücke, — [782, 916, 940, 933]
bridge-entry — [184, 292, 782, 323]
